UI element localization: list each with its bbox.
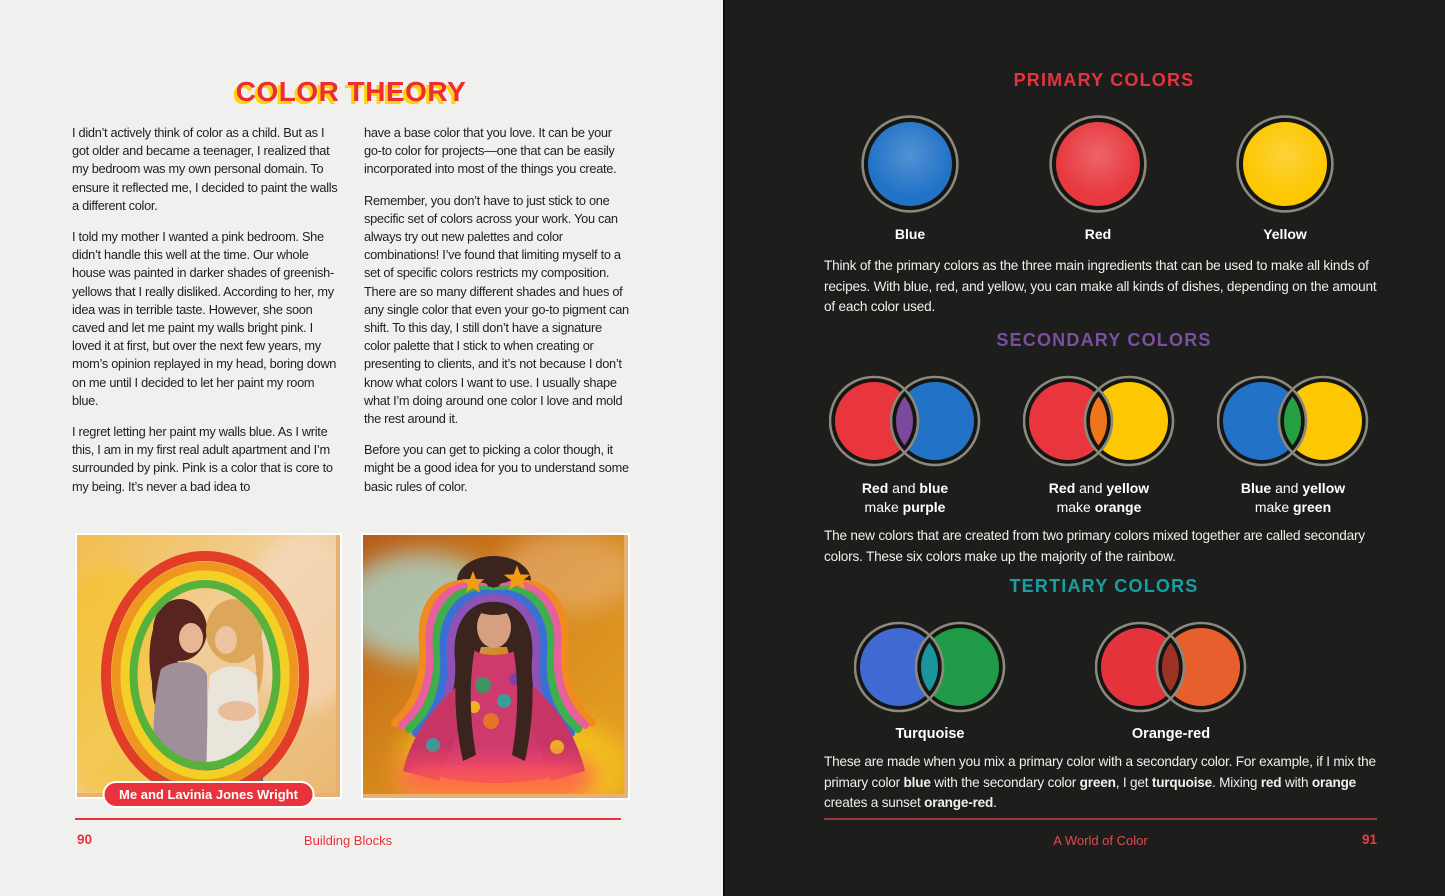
paragraph: Remember, you don’t have to just stick to one specific set of colors across your work. You can always try out new palettes and color combinations! I’ve found that limiting myself to a set of specific colors restricts my composition. There are so many different shades and hues of any single color that even your go-to pigment can shift. To this day, I still don’t have a signature color palette that I stick to when creating or presenting to clients, and it’s not because I don’t know what colors I want to use. I usually shape what I’m doing around one color I love and mold the rest around it. <box>364 192 629 427</box>
tertiary-paragraph: These are made when you mix a primary color with a secondary color. For example, if I mix the primary color blue with the secondary color green, I get turquoise. Mixing red with orange creates a sunset orange-red. <box>824 754 1376 811</box>
paragraph: have a base color that you love. It can be your go-to color for projects—one that can be easily incorporated into most of the things you create. <box>364 125 617 177</box>
venn-diagram <box>854 620 1006 719</box>
section-heading-tertiary: TERTIARY COLORS <box>1009 576 1199 596</box>
swatch-label: Blue <box>894 226 926 242</box>
venn-label: Orange-red <box>1131 726 1211 742</box>
page-right <box>723 0 1445 896</box>
page-title: COLOR THEORY <box>235 76 467 107</box>
page-number: 91 <box>1361 832 1377 847</box>
venn-blue-yellow <box>1217 374 1369 517</box>
paragraph: I regret letting her paint my walls blue. As I write this, I am in my first real adult apartment and I’m surrounded by pink. Pink is a color that is core to my being. It’s never a bad idea to <box>72 424 333 494</box>
paragraph: I didn’t actively think of color as a child. But as I got older and became a teenager, I realized that my bedroom was my own personal domain. To ensure it reflected me, I decided to paint the walls a different color. <box>72 125 338 213</box>
red-paint-circle <box>1046 112 1150 221</box>
paragraph: I told my mother I wanted a pink bedroom. She didn’t handle this well at the time. Our whole house was painted in darker shades of greenish-yellows that I really disliked. According to her, my idea was in terrible taste. However, she soon caved and let me paint my walls bright pink. I loved it at first, but over the next few years, my mom’s opinion replayed in my head, boring down on me until I decided to let her paint my room blue. <box>72 229 337 408</box>
secondary-colors-section <box>824 330 1384 564</box>
section-heading-primary: PRIMARY COLORS <box>1013 70 1195 90</box>
photo-caption-badge: Me and Lavinia Jones Wright <box>102 781 315 808</box>
paint-swatch-yellow <box>1233 112 1337 242</box>
text-column-1 <box>72 124 338 509</box>
venn-diagram <box>829 374 981 473</box>
photo-rainbow-star-portrait <box>361 533 630 800</box>
yellow-paint-circle <box>1233 112 1337 221</box>
venn-red-yellow <box>1023 374 1175 517</box>
photo-rainbow-star-illustration <box>363 535 624 794</box>
paint-swatch-red <box>1046 112 1150 242</box>
tertiary-colors-section <box>824 576 1384 811</box>
venn-diagram <box>1023 374 1175 473</box>
venn-label: Blue and yellow make green <box>1240 480 1346 515</box>
chapter-title: Building Blocks <box>303 833 393 848</box>
venn-label: Turquoise <box>895 726 965 742</box>
page-number: 90 <box>77 832 93 847</box>
venn-label: Red and yellow make orange <box>1048 480 1150 515</box>
footer-row <box>75 832 621 850</box>
swatch-label: Yellow <box>1263 226 1307 242</box>
page-footer-right <box>824 818 1377 850</box>
section-heading-secondary: SECONDARY COLORS <box>996 330 1212 350</box>
photo-rainbow-ring-portrait <box>75 533 342 802</box>
page-footer-left <box>75 818 621 850</box>
swatch-label: Red <box>1084 226 1112 242</box>
venn-label: Red and blue make purple <box>861 480 949 515</box>
secondary-paragraph: The new colors that are created from two primary colors mixed together are called secondary colors. These six colors make up the majority of the rainbow. <box>824 528 1365 564</box>
primary-colors-section <box>824 70 1384 315</box>
blue-paint-circle <box>858 112 962 221</box>
venn-red-blue <box>829 374 981 517</box>
venn-blue-green <box>854 620 1006 744</box>
chapter-title: A World of Color <box>1053 833 1148 848</box>
text-column-2 <box>364 124 630 509</box>
venn-diagram <box>1095 620 1247 719</box>
paragraph: Before you can get to picking a color though, it might be a good idea for you to understand some basic rules of color. <box>364 442 629 494</box>
photo-rainbow-ring-illustration <box>77 535 336 793</box>
primary-paragraph: Think of the primary colors as the three main ingredients that can be used to make all kinds of recipes. With blue, red, and yellow, you can make all kinds of dishes, depending on the amount of each color used. <box>824 258 1377 315</box>
venn-red-orange <box>1095 620 1247 744</box>
footer-row <box>824 832 1377 850</box>
body-columns <box>72 124 630 509</box>
venn-diagram <box>1217 374 1369 473</box>
paint-swatch-blue <box>858 112 962 242</box>
